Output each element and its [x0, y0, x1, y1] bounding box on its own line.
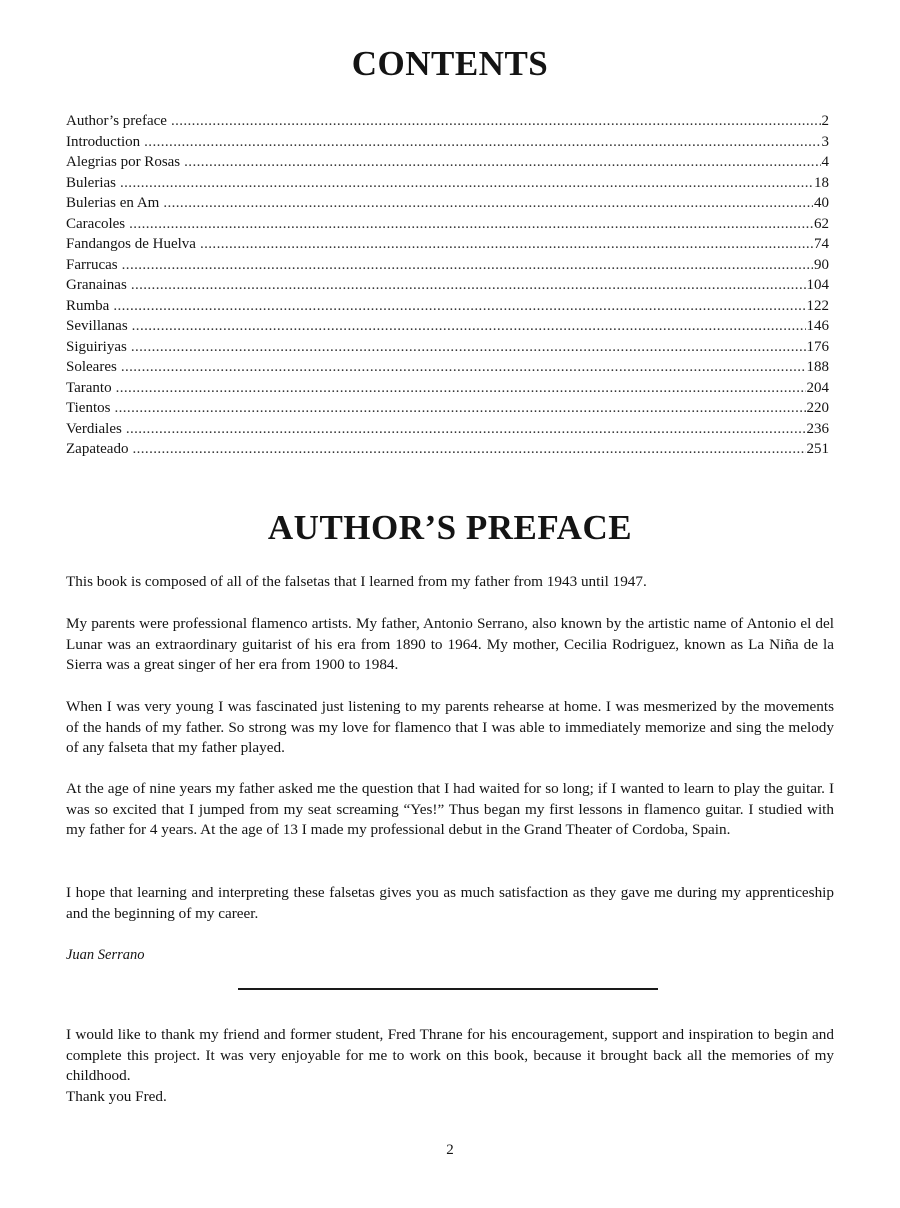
toc-entry-title: Author’s preface	[66, 113, 167, 129]
acknowledgement-paragraph: I would like to thank my friend and former student, Fred Thrane for his encouragement, support and inspiration to begin and complete this project. It was very enjoyable for me to work on this book, because it brought back all the memories of my childhood.	[66, 1026, 834, 1084]
toc-entry[interactable]	[66, 132, 829, 153]
toc-entry-page: 90	[814, 256, 829, 273]
page-number: 2	[446, 1142, 454, 1158]
toc-entry[interactable]	[66, 214, 829, 235]
toc-entry-title: Bulerias	[66, 174, 116, 191]
toc-entry-page: 2	[821, 113, 829, 129]
toc-entry-title: Caracoles	[66, 215, 126, 232]
toc-leader-dots	[129, 214, 813, 235]
toc-entry-title: Zapateado	[66, 441, 129, 457]
author-signature: Juan Serrano	[66, 947, 145, 963]
toc-entry-page: 122	[806, 297, 829, 314]
preface-paragraph: At the age of nine years my father asked me the question that I had waited for so long; if I wanted to learn to play the guitar. I was so excited that I jumped from my seat screaming “Yes!” Thus began my first lessons in flamenco guitar. I studied with my father for 4 years. At the age of 13 I made my professional debut in the Grand Theater of Cordoba, Spain.	[66, 780, 834, 838]
preface-paragraph: When I was very young I was fascinated just listening to my parents rehearse at home. I was mesmerized by the movements of the hands of my father. So strong was my love for flamenco that I was able to immediately memorize and sing the melody of any falseta that my father played.	[66, 698, 834, 756]
toc-entry-title: Fandangos de Huelva	[66, 236, 196, 252]
toc-entry-title: Granainas	[66, 277, 127, 293]
toc-entry-title: Taranto	[66, 379, 112, 396]
toc-entry-page: 220	[806, 400, 829, 416]
toc-leader-dots	[132, 316, 806, 337]
toc-entry[interactable]	[66, 275, 829, 296]
toc-leader-dots	[131, 337, 806, 358]
toc-entry-title: Farrucas	[66, 256, 118, 273]
toc-leader-dots	[163, 193, 813, 214]
preface-paragraph: This book is composed of all of the falsetas that I learned from my father from 1943 until 1947.	[66, 573, 647, 590]
toc-entry-title: Verdiales	[66, 420, 122, 437]
toc-leader-dots	[171, 111, 821, 132]
toc-entry[interactable]	[66, 111, 829, 132]
toc-leader-dots	[121, 357, 806, 378]
toc-leader-dots	[114, 398, 805, 419]
table-of-contents	[66, 111, 829, 460]
toc-entry-page: 18	[814, 174, 829, 191]
toc-leader-dots	[116, 378, 806, 399]
toc-leader-dots	[144, 132, 820, 153]
toc-leader-dots	[120, 173, 813, 194]
toc-entry-page: 236	[806, 420, 829, 437]
toc-entry[interactable]	[66, 398, 829, 419]
toc-entry[interactable]	[66, 378, 829, 399]
toc-leader-dots	[200, 234, 813, 255]
toc-entry-page: 104	[806, 277, 829, 293]
toc-entry-page: 62	[814, 215, 829, 232]
toc-entry-title: Tientos	[66, 400, 111, 416]
preface-paragraph: My parents were professional flamenco artists. My father, Antonio Serrano, also known by the artistic name of Antonio el del Lunar was an extraordinary guitarist of his era from 1890 to 1964. My mother, Cecilia Rodriguez, known as La Niña de la Sierra was a great singer of her era from 1900 to 1984.	[66, 615, 834, 673]
toc-entry[interactable]	[66, 234, 829, 255]
toc-entry-page: 251	[806, 441, 829, 457]
toc-entry-title: Introduction	[66, 133, 141, 150]
toc-entry[interactable]	[66, 357, 829, 378]
toc-leader-dots	[131, 275, 806, 296]
section-divider	[238, 988, 658, 990]
thanks-line: Thank you Fred.	[66, 1088, 167, 1105]
toc-entry[interactable]	[66, 419, 829, 440]
toc-entry-page: 4	[821, 154, 829, 170]
toc-entry[interactable]	[66, 439, 829, 460]
toc-entry-title: Alegrias por Rosas	[66, 154, 181, 170]
toc-entry[interactable]	[66, 296, 829, 317]
toc-entry-title: Rumba	[66, 297, 110, 314]
toc-entry-title: Siguiriyas	[66, 338, 127, 355]
toc-leader-dots	[122, 255, 813, 276]
toc-entry-title: Sevillanas	[66, 318, 128, 334]
contents-title: CONTENTS	[351, 44, 549, 83]
preface-paragraph: I hope that learning and interpreting these falsetas gives you as much satisfaction as they gave me during my apprenticeship and the beginning of my career.	[66, 884, 834, 922]
toc-entry[interactable]	[66, 193, 829, 214]
toc-entry-page: 188	[806, 359, 829, 375]
toc-entry[interactable]	[66, 316, 829, 337]
toc-entry-page: 204	[806, 379, 829, 396]
toc-entry-title: Soleares	[66, 359, 117, 375]
toc-entry[interactable]	[66, 152, 829, 173]
toc-entry[interactable]	[66, 337, 829, 358]
toc-leader-dots	[132, 439, 805, 460]
toc-leader-dots	[126, 419, 806, 440]
toc-entry-page: 74	[814, 236, 829, 252]
toc-entry[interactable]	[66, 255, 829, 276]
toc-entry-page: 176	[806, 338, 829, 355]
toc-entry-title: Bulerias en Am	[66, 195, 160, 211]
toc-leader-dots	[184, 152, 820, 173]
toc-entry[interactable]	[66, 173, 829, 194]
preface-title: AUTHOR’S PREFACE	[267, 508, 633, 547]
toc-entry-page: 146	[806, 318, 829, 334]
toc-entry-page: 3	[821, 133, 829, 150]
toc-leader-dots	[113, 296, 805, 317]
toc-entry-page: 40	[814, 195, 829, 211]
